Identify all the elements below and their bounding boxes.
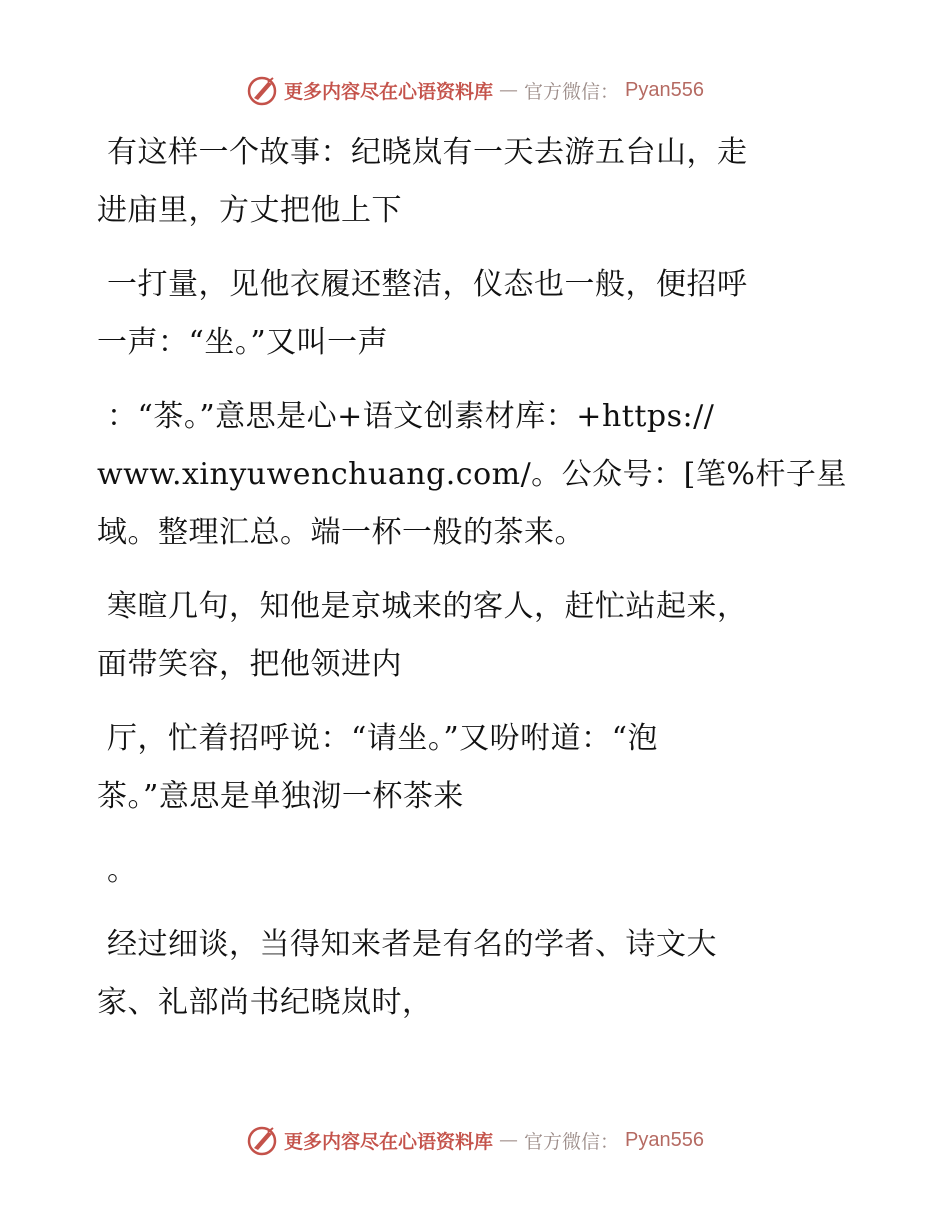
paragraph-5 xyxy=(97,710,837,826)
footer-banner xyxy=(0,1120,950,1160)
text-line: 域。整理汇总。端一杯一般的茶来。 xyxy=(97,515,585,550)
text-line: 一声：“坐。”又叫一声 xyxy=(97,325,389,360)
banner-dash: — xyxy=(499,1129,519,1151)
banner-wechat-label: 官方微信： xyxy=(524,80,620,103)
text-line: 经过细谈，当得知来者是有名的学者、诗文大 xyxy=(107,927,717,962)
text-line: 家、礼部尚书纪晓岚时， xyxy=(97,985,433,1020)
quill-logo-icon xyxy=(246,74,278,106)
quill-logo-icon xyxy=(246,1124,278,1156)
paragraph-2 xyxy=(97,256,837,372)
text-line: ：“茶。”意思是心+语文创素材库：+https:// xyxy=(107,399,715,434)
text-line: 面带笑容，把他领进内 xyxy=(97,647,402,682)
paragraph-6 xyxy=(97,842,837,900)
text-line: 。 xyxy=(107,853,138,888)
paragraph-3 xyxy=(97,388,847,562)
paragraph-7 xyxy=(97,916,837,1032)
banner-wechat-id: Pyan556 xyxy=(625,78,704,101)
banner-wechat-label: 官方微信： xyxy=(524,1130,620,1153)
document-body xyxy=(97,124,847,1048)
text-line: 有这样一个故事：纪晓岚有一天去游五台山，走 xyxy=(107,135,748,170)
text-line: 厅，忙着招呼说：“请坐。”又吩咐道：“泡 xyxy=(107,721,659,756)
text-line: www.xinyuwenchuang.com/。公众号：[笔%杆子星 xyxy=(97,457,847,492)
banner-wechat-id: Pyan556 xyxy=(625,1128,704,1151)
text-line: 一打量，见他衣履还整洁，仪态也一般，便招呼 xyxy=(107,267,748,302)
paragraph-1 xyxy=(97,124,837,240)
paragraph-4 xyxy=(97,578,837,694)
text-line: 寒暄几句，知他是京城来的客人，赶忙站起来， xyxy=(107,589,748,624)
header-banner xyxy=(0,70,950,110)
banner-dash: — xyxy=(499,79,519,101)
banner-title: 更多内容尽在心语资料库 xyxy=(284,1130,494,1153)
text-line: 茶。”意思是单独沏一杯茶来 xyxy=(97,779,464,814)
text-line: 进庙里，方丈把他上下 xyxy=(97,193,402,228)
banner-title: 更多内容尽在心语资料库 xyxy=(284,80,494,103)
